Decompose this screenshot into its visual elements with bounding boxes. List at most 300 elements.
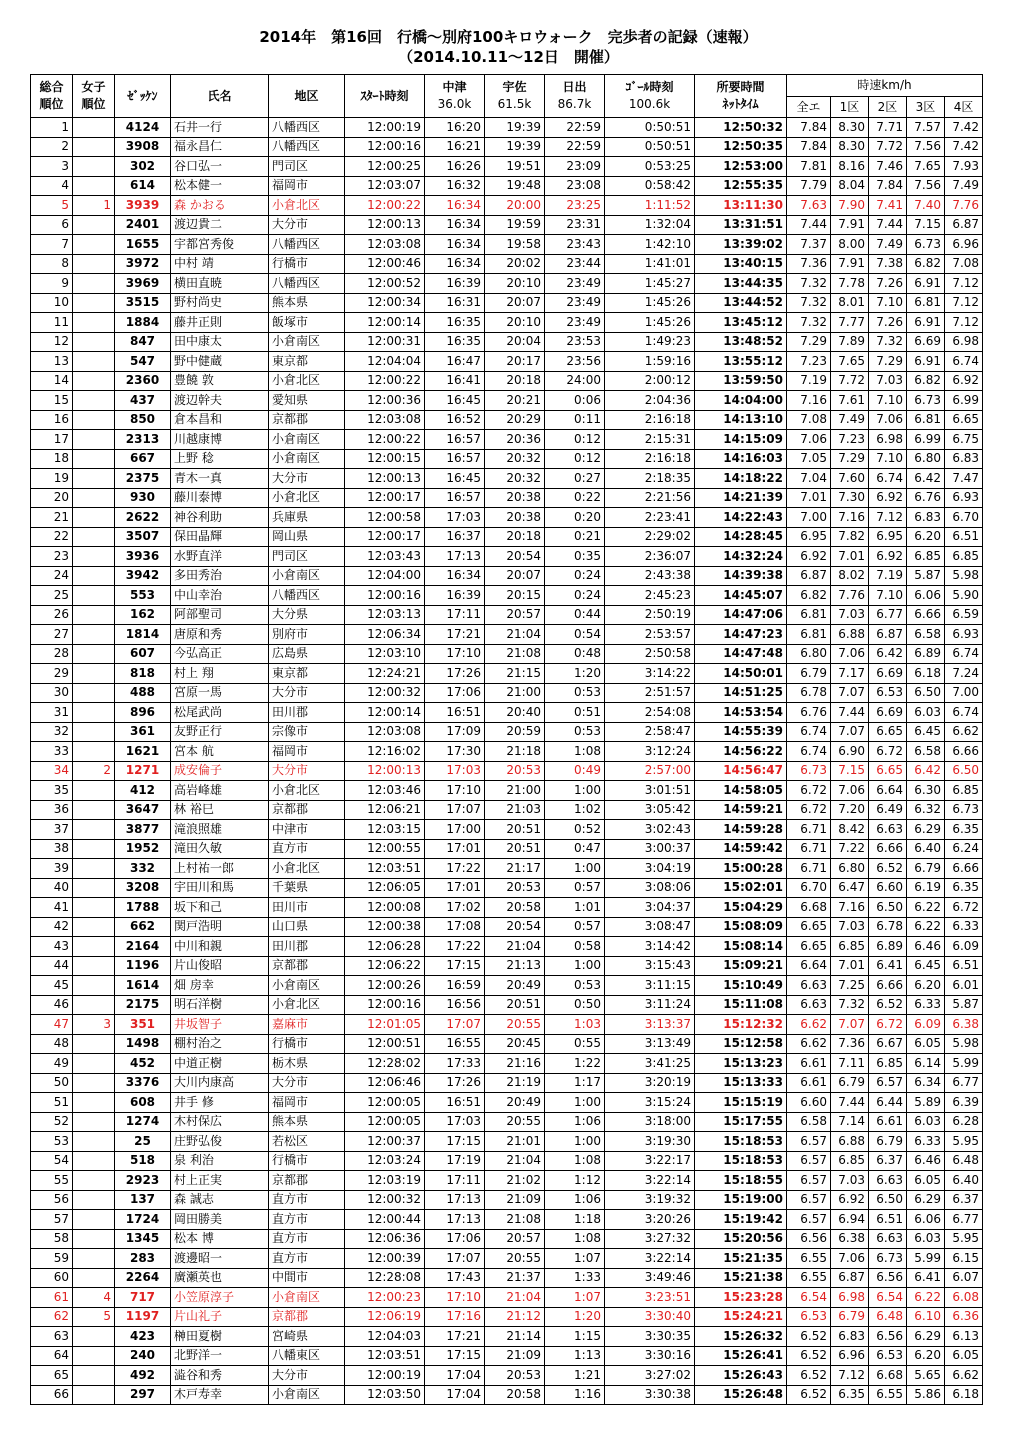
cell-speed-3: 6.34 xyxy=(907,1073,945,1093)
table-row xyxy=(31,586,983,606)
cell-usa-time: 20:18 xyxy=(485,527,545,547)
cell-speed-2: 6.92 xyxy=(869,488,907,508)
cell-speed-3: 6.14 xyxy=(907,1054,945,1074)
cell-goal-time: 3:30:16 xyxy=(605,1346,695,1366)
cell-rank-women xyxy=(73,956,115,976)
cell-speed-4: 6.50 xyxy=(945,761,983,781)
cell-rank-total: 64 xyxy=(31,1346,73,1366)
cell-speed-2: 6.57 xyxy=(869,1073,907,1093)
cell-net-time: 15:26:43 xyxy=(695,1366,787,1386)
cell-speed-2: 7.19 xyxy=(869,566,907,586)
cell-nakatsu-time: 16:45 xyxy=(425,391,485,411)
cell-rank-total: 34 xyxy=(31,761,73,781)
cell-area: 中津市 xyxy=(269,820,345,840)
cell-nakatsu-time: 17:06 xyxy=(425,1229,485,1249)
cell-hiji-time: 1:00 xyxy=(545,1093,605,1113)
cell-speed-3: 6.20 xyxy=(907,1346,945,1366)
cell-rank-total: 4 xyxy=(31,176,73,196)
cell-hiji-time: 1:33 xyxy=(545,1268,605,1288)
cell-speed-3: 6.69 xyxy=(907,332,945,352)
cell-usa-time: 20:15 xyxy=(485,586,545,606)
cell-usa-time: 20:10 xyxy=(485,313,545,333)
cell-hiji-time: 1:07 xyxy=(545,1288,605,1308)
cell-usa-time: 21:08 xyxy=(485,644,545,664)
cell-rank-women xyxy=(73,995,115,1015)
cell-speed-all: 6.52 xyxy=(787,1327,831,1347)
cell-rank-total: 22 xyxy=(31,527,73,547)
cell-net-time: 12:50:35 xyxy=(695,137,787,157)
cell-speed-1: 8.42 xyxy=(831,820,869,840)
cell-speed-all: 6.87 xyxy=(787,566,831,586)
cell-name: 保田晶輝 xyxy=(171,527,269,547)
cell-speed-3: 5.65 xyxy=(907,1366,945,1386)
cell-nakatsu-time: 17:15 xyxy=(425,1346,485,1366)
cell-area: 八幡西区 xyxy=(269,137,345,157)
cell-net-time: 14:04:00 xyxy=(695,391,787,411)
cell-rank-women xyxy=(73,1229,115,1249)
cell-goal-time: 0:50:51 xyxy=(605,118,695,138)
cell-speed-2: 6.92 xyxy=(869,547,907,567)
cell-speed-1: 7.07 xyxy=(831,683,869,703)
cell-bib: 283 xyxy=(115,1249,171,1269)
cell-name: 唐原和秀 xyxy=(171,625,269,645)
cell-nakatsu-time: 16:52 xyxy=(425,410,485,430)
cell-bib: 3936 xyxy=(115,547,171,567)
cell-name: 上野 稔 xyxy=(171,449,269,469)
cell-usa-time: 20:53 xyxy=(485,878,545,898)
cell-bib: 332 xyxy=(115,859,171,879)
cell-usa-time: 20:38 xyxy=(485,508,545,528)
cell-speed-2: 6.51 xyxy=(869,1210,907,1230)
cell-bib: 1884 xyxy=(115,313,171,333)
cell-name: 中川和親 xyxy=(171,937,269,957)
cell-speed-1: 7.32 xyxy=(831,995,869,1015)
cell-area: 直方市 xyxy=(269,1210,345,1230)
cell-net-time: 15:26:32 xyxy=(695,1327,787,1347)
cell-speed-all: 6.57 xyxy=(787,1190,831,1210)
cell-hiji-time: 22:59 xyxy=(545,137,605,157)
cell-area: 大分市 xyxy=(269,469,345,489)
cell-area: 小倉南区 xyxy=(269,1385,345,1405)
cell-speed-2: 6.74 xyxy=(869,469,907,489)
cell-speed-all: 6.52 xyxy=(787,1346,831,1366)
cell-speed-1: 7.77 xyxy=(831,313,869,333)
cell-area: 大分市 xyxy=(269,761,345,781)
cell-nakatsu-time: 16:59 xyxy=(425,976,485,996)
cell-goal-time: 2:36:07 xyxy=(605,547,695,567)
cell-speed-4: 7.47 xyxy=(945,469,983,489)
cell-bib: 1788 xyxy=(115,898,171,918)
cell-speed-3: 7.56 xyxy=(907,137,945,157)
cell-speed-1: 6.98 xyxy=(831,1288,869,1308)
cell-hiji-time: 1:00 xyxy=(545,956,605,976)
cell-hiji-time: 0:48 xyxy=(545,644,605,664)
cell-name: 宇都宮秀俊 xyxy=(171,235,269,255)
cell-speed-4: 6.77 xyxy=(945,1073,983,1093)
cell-hiji-time: 0:22 xyxy=(545,488,605,508)
cell-hiji-time: 1:02 xyxy=(545,800,605,820)
cell-bib: 361 xyxy=(115,722,171,742)
cell-speed-1: 7.76 xyxy=(831,586,869,606)
cell-speed-all: 6.62 xyxy=(787,1034,831,1054)
cell-rank-total: 7 xyxy=(31,235,73,255)
cell-goal-time: 1:59:16 xyxy=(605,352,695,372)
cell-name: 倉本昌和 xyxy=(171,410,269,430)
table-row xyxy=(31,703,983,723)
cell-speed-all: 6.76 xyxy=(787,703,831,723)
cell-nakatsu-time: 17:26 xyxy=(425,1073,485,1093)
cell-area: 広島県 xyxy=(269,644,345,664)
cell-goal-time: 3:27:32 xyxy=(605,1229,695,1249)
cell-speed-2: 6.53 xyxy=(869,1346,907,1366)
cell-net-time: 14:59:42 xyxy=(695,839,787,859)
cell-name: 宇田川和馬 xyxy=(171,878,269,898)
cell-goal-time: 2:45:23 xyxy=(605,586,695,606)
cell-hiji-time: 1:00 xyxy=(545,859,605,879)
cell-goal-time: 1:11:52 xyxy=(605,196,695,216)
table-row xyxy=(31,313,983,333)
cell-speed-1: 7.78 xyxy=(831,274,869,294)
cell-net-time: 15:12:32 xyxy=(695,1015,787,1035)
cell-speed-4: 7.93 xyxy=(945,157,983,177)
table-row xyxy=(31,527,983,547)
cell-speed-1: 7.89 xyxy=(831,332,869,352)
cell-rank-total: 40 xyxy=(31,878,73,898)
cell-speed-all: 6.61 xyxy=(787,1054,831,1074)
cell-hiji-time: 0:24 xyxy=(545,566,605,586)
cell-rank-total: 10 xyxy=(31,293,73,313)
table-row xyxy=(31,410,983,430)
cell-speed-1: 6.88 xyxy=(831,625,869,645)
cell-speed-2: 7.72 xyxy=(869,137,907,157)
cell-usa-time: 20:36 xyxy=(485,430,545,450)
cell-start-time: 12:03:51 xyxy=(345,1346,425,1366)
cell-speed-1: 7.17 xyxy=(831,664,869,684)
cell-hiji-time: 1:17 xyxy=(545,1073,605,1093)
cell-speed-1: 7.03 xyxy=(831,605,869,625)
cell-net-time: 14:50:01 xyxy=(695,664,787,684)
cell-start-time: 12:00:13 xyxy=(345,215,425,235)
cell-goal-time: 0:53:25 xyxy=(605,157,695,177)
cell-usa-time: 20:51 xyxy=(485,995,545,1015)
cell-hiji-time: 0:27 xyxy=(545,469,605,489)
cell-start-time: 12:03:24 xyxy=(345,1151,425,1171)
cell-start-time: 12:06:46 xyxy=(345,1073,425,1093)
cell-rank-women xyxy=(73,449,115,469)
cell-start-time: 12:00:19 xyxy=(345,118,425,138)
cell-hiji-time: 23:31 xyxy=(545,215,605,235)
cell-name: 渡辺幹夫 xyxy=(171,391,269,411)
cell-speed-3: 6.18 xyxy=(907,664,945,684)
cell-nakatsu-time: 17:11 xyxy=(425,605,485,625)
header-name: 氏名 xyxy=(171,75,269,118)
cell-usa-time: 21:17 xyxy=(485,859,545,879)
header-rank-total: 総合 順位 xyxy=(31,75,73,118)
cell-rank-women xyxy=(73,371,115,391)
cell-rank-women xyxy=(73,742,115,762)
cell-start-time: 12:00:26 xyxy=(345,976,425,996)
cell-rank-total: 48 xyxy=(31,1034,73,1054)
cell-speed-1: 7.65 xyxy=(831,352,869,372)
cell-speed-all: 6.70 xyxy=(787,878,831,898)
cell-name: 石井一行 xyxy=(171,118,269,138)
cell-speed-1: 6.79 xyxy=(831,1307,869,1327)
cell-speed-1: 8.02 xyxy=(831,566,869,586)
cell-rank-total: 33 xyxy=(31,742,73,762)
cell-hiji-time: 0:50 xyxy=(545,995,605,1015)
cell-rank-women xyxy=(73,976,115,996)
cell-speed-4: 6.93 xyxy=(945,488,983,508)
cell-rank-total: 12 xyxy=(31,332,73,352)
cell-speed-3: 6.03 xyxy=(907,1229,945,1249)
cell-net-time: 15:26:48 xyxy=(695,1385,787,1405)
cell-usa-time: 20:58 xyxy=(485,1385,545,1405)
cell-speed-all: 7.81 xyxy=(787,157,831,177)
cell-speed-all: 6.73 xyxy=(787,761,831,781)
cell-speed-4: 6.13 xyxy=(945,1327,983,1347)
cell-rank-total: 15 xyxy=(31,391,73,411)
cell-speed-3: 6.20 xyxy=(907,527,945,547)
table-row xyxy=(31,1171,983,1191)
cell-bib: 1952 xyxy=(115,839,171,859)
cell-area: 京都郡 xyxy=(269,1307,345,1327)
cell-speed-3: 6.29 xyxy=(907,1190,945,1210)
cell-speed-1: 7.91 xyxy=(831,254,869,274)
cell-usa-time: 19:51 xyxy=(485,157,545,177)
cell-speed-4: 7.12 xyxy=(945,293,983,313)
cell-speed-all: 7.01 xyxy=(787,488,831,508)
cell-speed-3: 6.82 xyxy=(907,254,945,274)
cell-name: 片山礼子 xyxy=(171,1307,269,1327)
cell-speed-4: 6.77 xyxy=(945,1210,983,1230)
cell-speed-1: 6.47 xyxy=(831,878,869,898)
cell-speed-3: 6.42 xyxy=(907,469,945,489)
cell-speed-2: 6.52 xyxy=(869,859,907,879)
cell-speed-4: 6.93 xyxy=(945,625,983,645)
cell-usa-time: 21:12 xyxy=(485,1307,545,1327)
cell-nakatsu-time: 16:39 xyxy=(425,274,485,294)
cell-bib: 297 xyxy=(115,1385,171,1405)
table-row xyxy=(31,956,983,976)
cell-area: 行橋市 xyxy=(269,254,345,274)
cell-speed-1: 6.88 xyxy=(831,1132,869,1152)
cell-speed-1: 6.96 xyxy=(831,1346,869,1366)
cell-usa-time: 20:54 xyxy=(485,917,545,937)
cell-nakatsu-time: 17:00 xyxy=(425,820,485,840)
cell-usa-time: 20:17 xyxy=(485,352,545,372)
header-area: 地区 xyxy=(269,75,345,118)
cell-area: 直方市 xyxy=(269,839,345,859)
cell-area: 大分市 xyxy=(269,683,345,703)
cell-speed-2: 7.41 xyxy=(869,196,907,216)
cell-name: 木村保広 xyxy=(171,1112,269,1132)
cell-hiji-time: 0:49 xyxy=(545,761,605,781)
cell-speed-3: 6.80 xyxy=(907,449,945,469)
cell-area: 栃木県 xyxy=(269,1054,345,1074)
cell-speed-all: 6.57 xyxy=(787,1210,831,1230)
cell-nakatsu-time: 17:13 xyxy=(425,1210,485,1230)
cell-net-time: 14:59:28 xyxy=(695,820,787,840)
cell-start-time: 12:00:22 xyxy=(345,196,425,216)
table-row xyxy=(31,508,983,528)
cell-bib: 3942 xyxy=(115,566,171,586)
header-cp2: 宇佐 61.5k xyxy=(485,75,545,118)
cell-speed-1: 7.12 xyxy=(831,1366,869,1386)
cell-speed-all: 7.84 xyxy=(787,118,831,138)
cell-bib: 614 xyxy=(115,176,171,196)
cell-bib: 240 xyxy=(115,1346,171,1366)
cell-area: 小倉北区 xyxy=(269,371,345,391)
cell-speed-3: 7.56 xyxy=(907,176,945,196)
table-row xyxy=(31,488,983,508)
cell-start-time: 12:28:02 xyxy=(345,1054,425,1074)
cell-area: 大分県 xyxy=(269,605,345,625)
cell-rank-women xyxy=(73,917,115,937)
cell-speed-4: 6.85 xyxy=(945,781,983,801)
cell-speed-4: 7.49 xyxy=(945,176,983,196)
cell-speed-4: 7.12 xyxy=(945,274,983,294)
cell-goal-time: 3:14:42 xyxy=(605,937,695,957)
cell-speed-all: 6.72 xyxy=(787,800,831,820)
cell-hiji-time: 1:00 xyxy=(545,1132,605,1152)
cell-speed-1: 7.06 xyxy=(831,1249,869,1269)
cell-speed-2: 6.69 xyxy=(869,664,907,684)
cell-nakatsu-time: 17:10 xyxy=(425,644,485,664)
cell-name: 廣瀬英也 xyxy=(171,1268,269,1288)
cell-goal-time: 2:50:19 xyxy=(605,605,695,625)
cell-start-time: 12:00:32 xyxy=(345,1190,425,1210)
cell-goal-time: 2:57:00 xyxy=(605,761,695,781)
cell-goal-time: 3:13:49 xyxy=(605,1034,695,1054)
cell-speed-2: 7.26 xyxy=(869,313,907,333)
cell-rank-women xyxy=(73,1054,115,1074)
cell-net-time: 14:56:47 xyxy=(695,761,787,781)
cell-goal-time: 3:15:24 xyxy=(605,1093,695,1113)
cell-bib: 818 xyxy=(115,664,171,684)
cell-speed-all: 6.62 xyxy=(787,1015,831,1035)
cell-usa-time: 20:04 xyxy=(485,332,545,352)
cell-rank-women xyxy=(73,157,115,177)
cell-nakatsu-time: 17:07 xyxy=(425,1015,485,1035)
cell-speed-3: 5.86 xyxy=(907,1385,945,1405)
table-row xyxy=(31,196,983,216)
cell-speed-all: 6.57 xyxy=(787,1132,831,1152)
cell-goal-time: 3:01:51 xyxy=(605,781,695,801)
cell-name: 松尾武尚 xyxy=(171,703,269,723)
cell-bib: 1614 xyxy=(115,976,171,996)
header-speed-2: 2区 xyxy=(869,97,907,118)
cell-speed-2: 6.54 xyxy=(869,1288,907,1308)
cell-speed-4: 6.92 xyxy=(945,371,983,391)
cell-rank-women xyxy=(73,820,115,840)
cell-name: 宮本 航 xyxy=(171,742,269,762)
cell-nakatsu-time: 17:03 xyxy=(425,1112,485,1132)
cell-hiji-time: 0:53 xyxy=(545,722,605,742)
cell-nakatsu-time: 17:10 xyxy=(425,781,485,801)
cell-speed-2: 6.89 xyxy=(869,937,907,957)
cell-usa-time: 21:04 xyxy=(485,1288,545,1308)
cell-speed-2: 7.10 xyxy=(869,449,907,469)
cell-rank-total: 11 xyxy=(31,313,73,333)
cell-area: 小倉北区 xyxy=(269,781,345,801)
cell-nakatsu-time: 16:57 xyxy=(425,488,485,508)
cell-rank-women xyxy=(73,118,115,138)
cell-net-time: 15:00:28 xyxy=(695,859,787,879)
cell-bib: 1724 xyxy=(115,1210,171,1230)
cell-usa-time: 21:08 xyxy=(485,1210,545,1230)
cell-start-time: 12:00:44 xyxy=(345,1210,425,1230)
cell-start-time: 12:03:19 xyxy=(345,1171,425,1191)
cell-speed-3: 6.58 xyxy=(907,742,945,762)
cell-speed-1: 6.83 xyxy=(831,1327,869,1347)
cell-area: 田川郡 xyxy=(269,703,345,723)
cell-hiji-time: 0:24 xyxy=(545,586,605,606)
cell-start-time: 12:28:08 xyxy=(345,1268,425,1288)
cell-hiji-time: 24:00 xyxy=(545,371,605,391)
cell-net-time: 15:23:28 xyxy=(695,1288,787,1308)
cell-rank-total: 62 xyxy=(31,1307,73,1327)
cell-speed-1: 7.22 xyxy=(831,839,869,859)
cell-speed-2: 7.46 xyxy=(869,157,907,177)
cell-bib: 3939 xyxy=(115,196,171,216)
cell-area: 福岡市 xyxy=(269,742,345,762)
cell-rank-women xyxy=(73,293,115,313)
cell-nakatsu-time: 17:06 xyxy=(425,683,485,703)
cell-speed-all: 7.63 xyxy=(787,196,831,216)
cell-rank-total: 28 xyxy=(31,644,73,664)
cell-nakatsu-time: 16:51 xyxy=(425,1093,485,1113)
cell-speed-1: 7.01 xyxy=(831,956,869,976)
cell-nakatsu-time: 17:02 xyxy=(425,898,485,918)
cell-hiji-time: 1:00 xyxy=(545,781,605,801)
table-row xyxy=(31,430,983,450)
cell-start-time: 12:00:16 xyxy=(345,995,425,1015)
cell-speed-1: 8.04 xyxy=(831,176,869,196)
cell-rank-women xyxy=(73,235,115,255)
table-row xyxy=(31,1151,983,1171)
cell-speed-1: 6.79 xyxy=(831,1073,869,1093)
cell-nakatsu-time: 17:21 xyxy=(425,625,485,645)
cell-rank-total: 8 xyxy=(31,254,73,274)
cell-goal-time: 2:18:35 xyxy=(605,469,695,489)
cell-net-time: 12:55:35 xyxy=(695,176,787,196)
cell-area: 行橋市 xyxy=(269,1034,345,1054)
cell-hiji-time: 1:08 xyxy=(545,1229,605,1249)
cell-usa-time: 21:04 xyxy=(485,1151,545,1171)
cell-name: 泉 利治 xyxy=(171,1151,269,1171)
cell-goal-time: 3:08:47 xyxy=(605,917,695,937)
cell-net-time: 15:13:23 xyxy=(695,1054,787,1074)
cell-speed-4: 7.00 xyxy=(945,683,983,703)
table-row xyxy=(31,937,983,957)
cell-speed-all: 6.74 xyxy=(787,742,831,762)
cell-goal-time: 2:23:41 xyxy=(605,508,695,528)
cell-usa-time: 20:02 xyxy=(485,254,545,274)
cell-usa-time: 19:58 xyxy=(485,235,545,255)
cell-net-time: 14:32:24 xyxy=(695,547,787,567)
cell-area: 中間市 xyxy=(269,1268,345,1288)
cell-speed-2: 6.48 xyxy=(869,1307,907,1327)
cell-speed-2: 7.10 xyxy=(869,586,907,606)
cell-bib: 847 xyxy=(115,332,171,352)
cell-start-time: 12:03:08 xyxy=(345,722,425,742)
cell-name: 小笠原淳子 xyxy=(171,1288,269,1308)
cell-rank-women xyxy=(73,1385,115,1405)
cell-rank-women xyxy=(73,664,115,684)
cell-speed-3: 6.03 xyxy=(907,1112,945,1132)
cell-goal-time: 3:30:38 xyxy=(605,1385,695,1405)
cell-start-time: 12:06:05 xyxy=(345,878,425,898)
